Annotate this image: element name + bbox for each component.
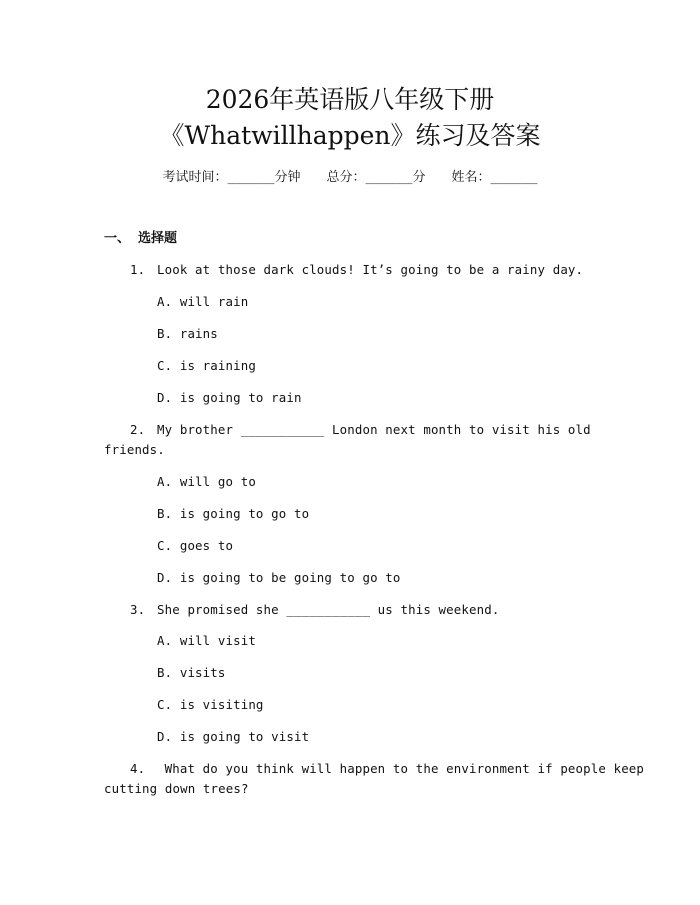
question-text: My brother ___________ London next month to visit his old (157, 422, 591, 437)
question-4 (130, 759, 644, 779)
option-3c: C. is visiting (157, 697, 264, 712)
question-number: 3. (130, 602, 146, 617)
option-3a: A. will visit (157, 633, 256, 648)
time-label: 考试时间： (162, 170, 228, 185)
option-2a: A. will go to (157, 474, 256, 489)
name-blank: ______ (490, 170, 538, 185)
option-1b: B. rains (157, 326, 218, 341)
question-text: Look at those dark clouds! It’s going to be a rainy day. (157, 262, 584, 277)
time-blank: ______ (227, 170, 275, 185)
time-unit: 分钟 (274, 170, 301, 185)
option-1a: A. will rain (157, 294, 249, 309)
score-label: 总分： (326, 170, 366, 185)
section-title: 选择题 (138, 231, 178, 246)
option-2d: D. is going to be going to go to (157, 570, 401, 585)
question-2 (130, 420, 591, 440)
question-text: She promised she ___________ us this weekend. (157, 602, 500, 617)
document-title-line-2: 《Whatwillhappen》练习及答案 (159, 121, 541, 150)
question-1 (130, 260, 583, 280)
name-label: 姓名： (451, 170, 491, 185)
option-3b: B. visits (157, 665, 226, 680)
option-3d: D. is going to visit (157, 729, 310, 744)
question-number: 4. (130, 761, 146, 776)
question-4-continuation: cutting down trees? (104, 781, 249, 796)
question-2-continuation: friends. (104, 442, 165, 457)
question-number: 1. (130, 262, 146, 277)
question-3 (130, 600, 499, 620)
score-unit: 分 (412, 170, 426, 185)
option-1d: D. is going to rain (157, 390, 302, 405)
option-1c: C. is raining (157, 358, 256, 373)
question-text: What do you think will happen to the environment if people keep (157, 761, 645, 776)
score-blank: ______ (365, 170, 413, 185)
option-2c: C. goes to (157, 538, 234, 553)
option-2b: B. is going to go to (157, 506, 310, 521)
document-title-line-1: 2026年英语版八年级下册 (205, 85, 495, 114)
section-number: 一、 (104, 231, 131, 246)
exam-info-line (0, 168, 700, 188)
section-heading (104, 229, 177, 249)
question-number: 2. (130, 422, 146, 437)
